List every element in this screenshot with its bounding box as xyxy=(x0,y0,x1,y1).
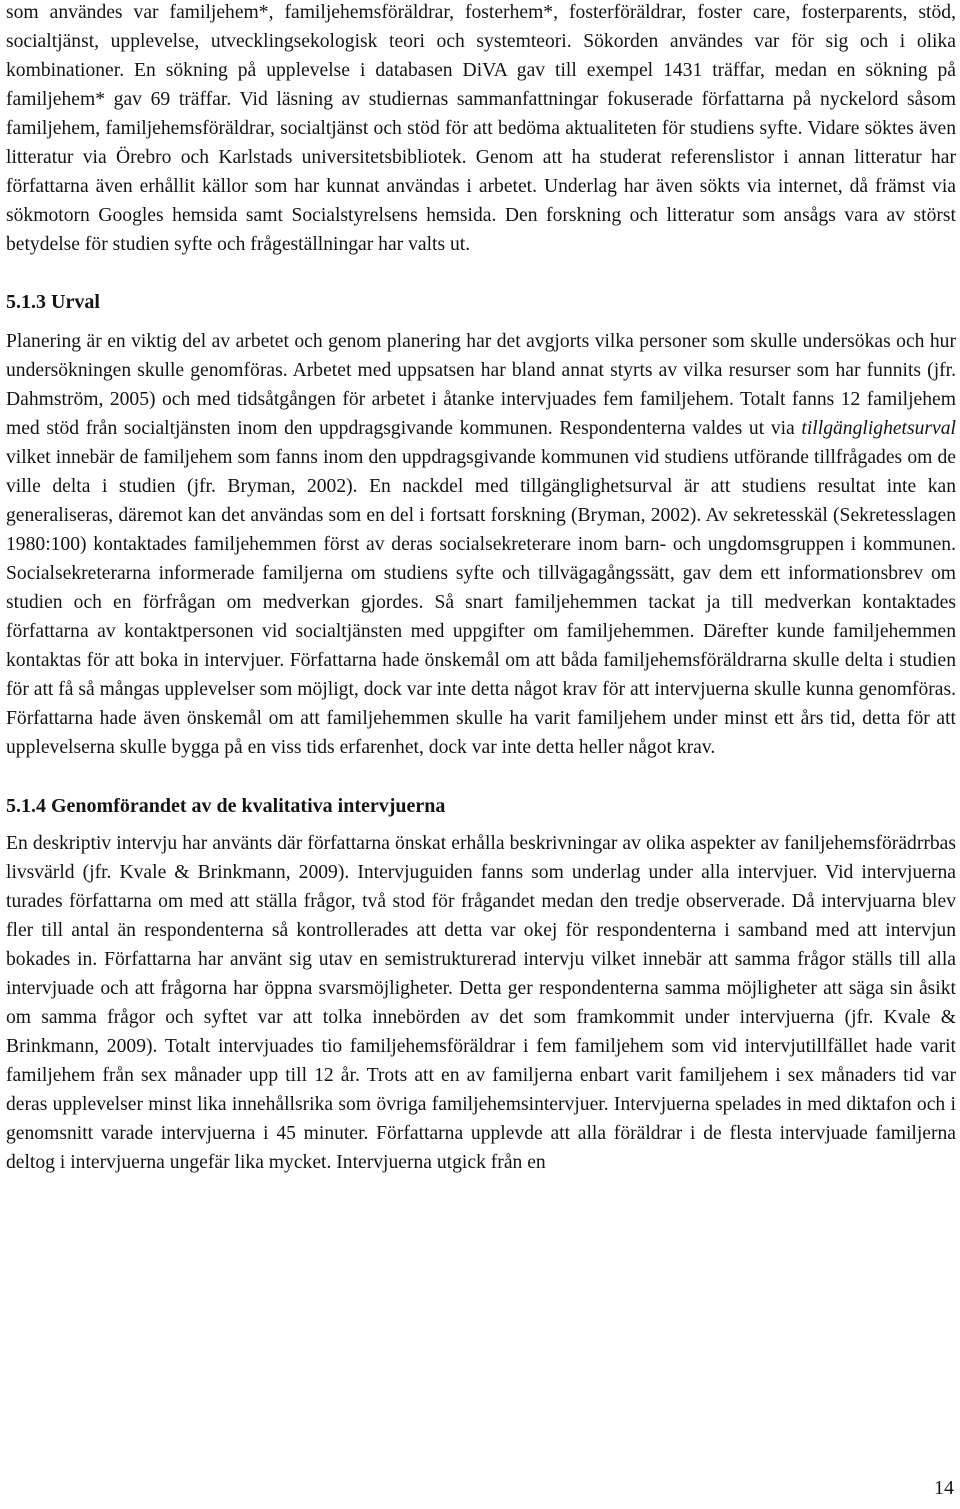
urval-text-part-1: Planering är en viktig del av arbetet och genom planering har det avgjorts vilka personer som skulle undersökas och hur undersökningen skulle genomföras. Arbetet med uppsatsen har bland annat styrts av vilka resurser som har funnits (jfr. Dahmström, 2005) och med tidsåtgången för arbetet i åtanke intervjuades fem familjehem. Totalt fanns 12 familjehem med stöd från socialtjänsten inom den uppdragsgivande kommunen. Respondenterna valdes ut via xyxy=(6,331,956,439)
section-heading-urval: 5.1.3 Urval xyxy=(6,291,100,313)
italic-term-tillganglighetsurval: tillgänglighetsurval xyxy=(801,418,956,439)
page-number: 14 xyxy=(934,1477,954,1499)
section-heading-genomforandet: 5.1.4 Genomförandet av de kvalitativa intervjuerna xyxy=(6,795,446,817)
paragraph-urval xyxy=(6,327,956,762)
paragraph-genomforandet: En deskriptiv intervju har använts där författarna önskat erhålla beskrivningar av olika aspekter av faniljehemsförädrrbas livsvärld (jfr. Kvale & Brinkmann, 2009). Intervjuguiden fanns som underlag under alla intervjuer. Vid intervjuerna turades författarna om med att ställa frågor, två stod för frågandet medan den tredje observerade. Då intervjuarna blev fler till antal än respondenterna så kontrollerades att detta var okej för respondenterna i samband med att intervjun bokades in. Författarna har använt sig utav en semistrukturerad intervju vilket innebär att samma frågor ställs till alla intervjuade och att frågorna har öppna svarsmöjligheter. Detta ger respondenterna samma möjligheter att säga sin åsikt om samma frågor och syftet var att tolka innebörden av det som framkommit under intervjuerna (jfr. Kvale & Brinkmann, 2009). Totalt intervjuades tio familjehemsföräldrar i fem familjehem som vid intervjutillfället hade varit familjehem från sex månader upp till 12 år. Trots att en av familjerna enbart varit familjehem i sex månaders tid var deras upplevelser minst lika innehållsrika som övriga familjehemsintervjuer. Intervjuerna spelades in med diktafon och i genomsnitt varade intervjuerna i 45 minuter. Författarna upplevde att alla föräldrar i de flesta intervjuade familjerna deltog i intervjuerna ungefär lika mycket. Intervjuerna utgick från en xyxy=(6,833,956,1173)
document-page xyxy=(6,0,956,1177)
urval-text-part-2: vilket innebär de familjehem som fanns inom den uppdragsgivande kommunen vid studiens utförande tillfrågades om de ville delta i studien (jfr. Bryman, 2002). En nackdel med tillgänglighetsurval är att studiens resultat inte kan generaliseras, däremot kan det användas som en del i fortsatt forskning (Bryman, 2002). Av sekretesskäl (Sekretesslagen 1980:100) kontaktades familjehemmen först av deras socialsekreterare inom barn- och ungdomsgruppen i kommunen. Socialsekreterarna informerade familjerna om studiens syfte och tillvägagångssätt, gav dem ett informationsbrev om studien och en förfrågan om medverkan gjordes. Så snart familjehemmen tackat ja till medverkan kontaktades författarna av kontaktpersonen vid socialtjänsten med uppgifter om familjehemmen. Därefter kunde familjehemmen kontaktas för att boka in intervjuer. Författarna hade önskemål om att båda familjehemsföräldrarna skulle delta i studien för att få så mångas upplevelser som möjligt, dock var inte detta något krav för att intervjuerna skulle kunna genomföras. Författarna hade även önskemål om att familjehemmen skulle ha varit familjehem under minst ett års tid, detta för att upplevelserna skulle bygga på en viss tids erfarenhet, dock var inte detta heller något krav. xyxy=(6,447,956,758)
paragraph-search-method: som användes var familjehem*, familjehemsföräldrar, fosterhem*, fosterföräldrar, foster care, fosterparents, stöd, socialtjänst, upplevelse, utvecklingsekologisk teori och systemteori. Sökorden användes var för sig och i olika kombinationer. En sökning på upplevelse i databasen DiVA gav till exempel 1431 träffar, medan en sökning på familjehem* gav 69 träffar. Vid läsning av studiernas sammanfattningar fokuserade författarna på nyckelord såsom familjehem, familjehemsföräldrar, socialtjänst och stöd för att bedöma aktualiteten för studiens syfte. Vidare söktes även litteratur via Örebro och Karlstads universitetsbibliotek. Genom att ha studerat referenslistor i annan litteratur har författarna även erhållit källor som har kunnat användas i arbetet. Underlag har även sökts via internet, då främst via sökmotorn Googles hemsida samt Socialstyrelsens hemsida. Den forskning och litteratur som ansågs vara av störst betydelse för studien syfte och frågeställningar har valts ut. xyxy=(6,2,956,255)
